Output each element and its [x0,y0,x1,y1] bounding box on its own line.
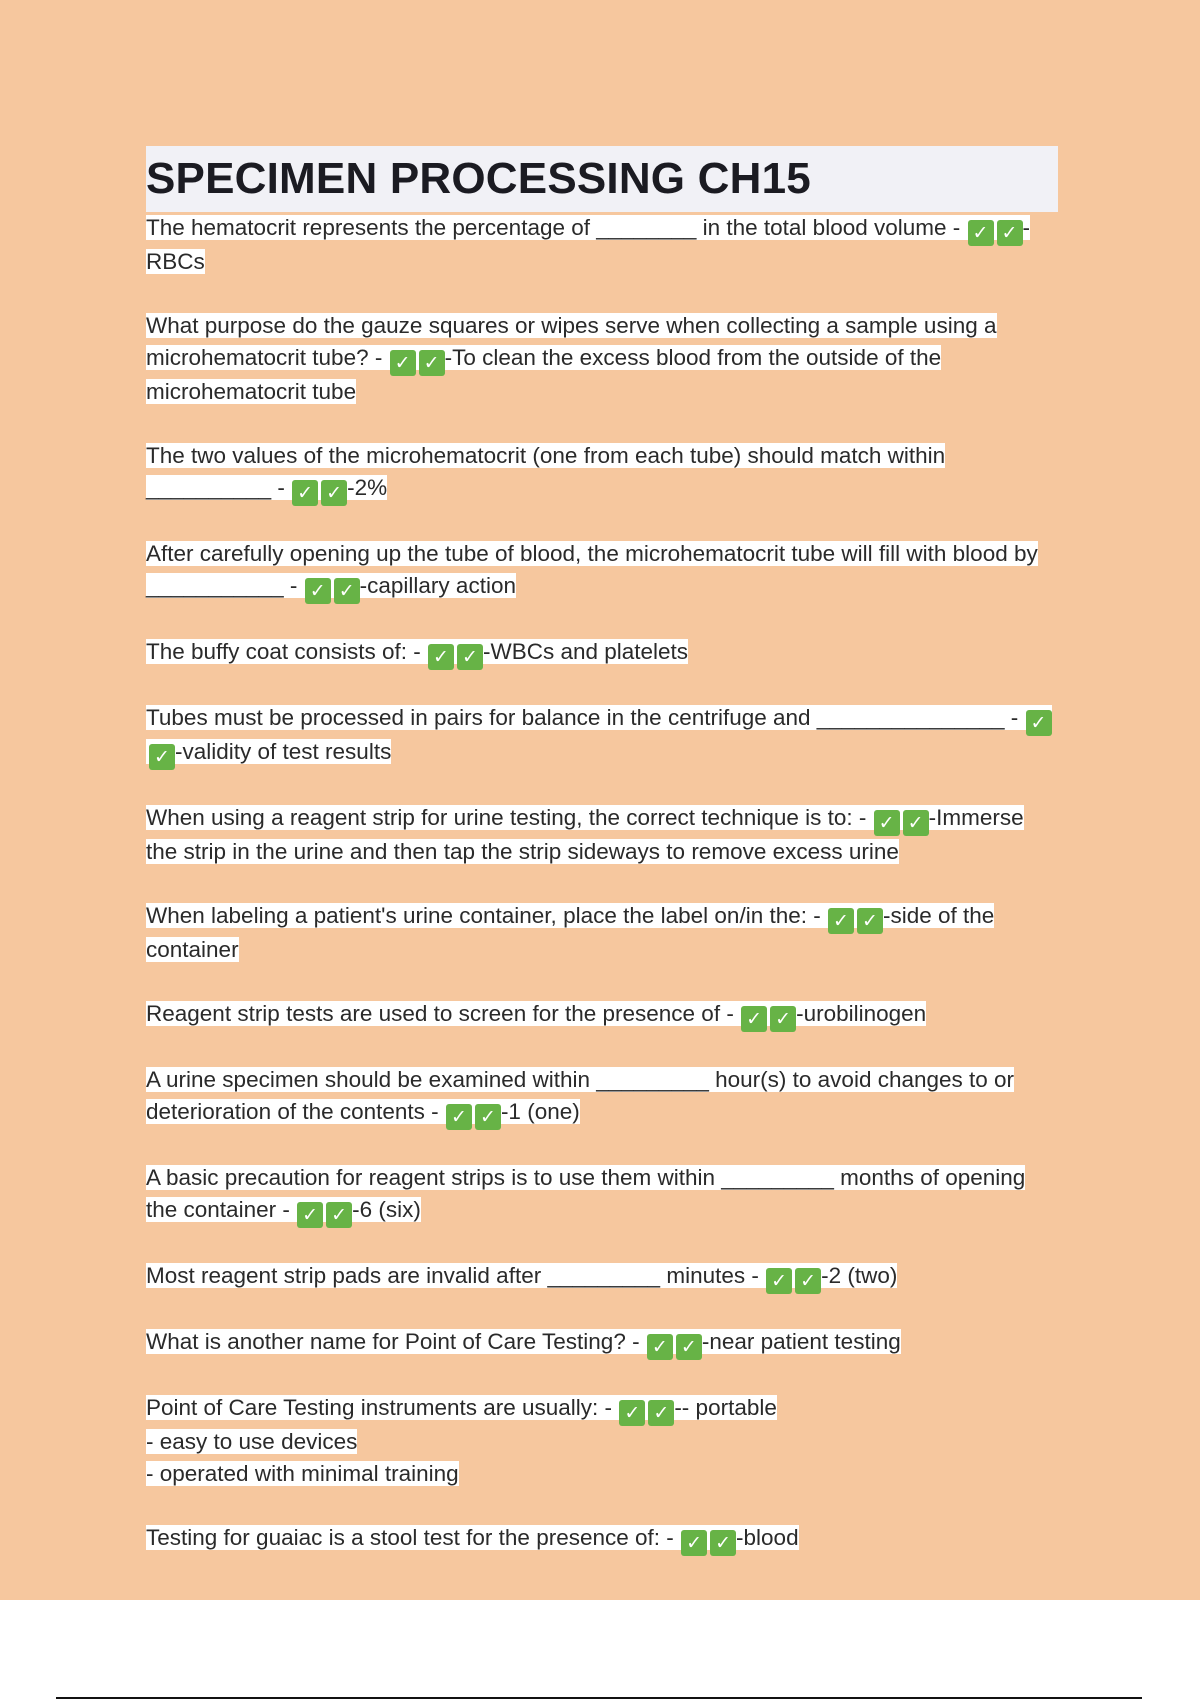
question-text: The two values of the microhematocrit (one from each tube) should match within __________ - [146,443,946,500]
qa-item [146,1260,1058,1294]
answer-text: -- portable [674,1395,777,1420]
qa-item [146,310,1058,408]
check-icon: ✓ [903,810,929,836]
answer-text: -near patient testing [701,1329,901,1354]
answer-text: -WBCs and platelets [482,639,689,664]
check-icon: ✓ [297,1202,323,1228]
qa-item [146,1522,1058,1556]
qa-item [146,1162,1058,1228]
answer-text: -side of the container [146,903,995,962]
check-icon: ✓ [619,1400,645,1426]
check-icon: ✓ [428,644,454,670]
qa-item [146,802,1058,868]
answer-text: -urobilinogen [796,1001,927,1026]
qa-item [146,702,1058,770]
answer-text: -capillary action [359,573,516,598]
answer-text: -To clean the excess blood from the outside of the microhematocrit tube [146,345,942,404]
question-text: A basic precaution for reagent strips is to use them within _________ months of opening the container - [146,1165,1026,1222]
footer-divider [56,1697,1142,1699]
answer-text: -Immerse the strip in the urine and then tap the strip sideways to remove excess urine [146,805,1024,864]
check-icon: ✓ [857,908,883,934]
question-text: Most reagent strip pads are invalid after _________ minutes - [146,1263,766,1288]
check-icon: ✓ [305,578,331,604]
check-icon: ✓ [676,1334,702,1360]
question-text: Testing for guaiac is a stool test for the presence of: - [146,1525,681,1550]
page-title: SPECIMEN PROCESSING CH15 [146,146,1058,212]
document [146,146,1058,1588]
answer-text: -RBCs [146,215,1031,274]
check-icon: ✓ [419,350,445,376]
answer-text: -2 (two) [821,1263,898,1288]
question-text: The buffy coat consists of: - [146,639,427,664]
answer-text: -validity of test results [175,739,392,764]
answer-text: -blood [736,1525,799,1550]
qa-item [146,900,1058,966]
question-text: Tubes must be processed in pairs for balance in the centrifuge and _______________ - [146,705,1025,730]
check-icon: ✓ [828,908,854,934]
check-icon: ✓ [334,578,360,604]
answer-text: -6 (six) [352,1197,421,1222]
check-icon: ✓ [390,350,416,376]
check-icon: ✓ [475,1104,501,1130]
qa-item [146,1326,1058,1360]
question-text: A urine specimen should be examined within _________ hour(s) to avoid changes to or deterioration of the contents - [146,1067,1015,1124]
check-icon: ✓ [647,1334,673,1360]
question-text: When using a reagent strip for urine testing, the correct technique is to: - [146,805,873,830]
question-text: When labeling a patient's urine container, place the label on/in the: - [146,903,827,928]
check-icon: ✓ [681,1530,707,1556]
qa-item [146,1392,1058,1490]
qa-item [146,212,1058,278]
check-icon: ✓ [1026,710,1052,736]
check-icon: ✓ [710,1530,736,1556]
question-text: What is another name for Point of Care Testing? - [146,1329,646,1354]
check-icon: ✓ [997,220,1023,246]
check-icon: ✓ [874,810,900,836]
check-icon: ✓ [795,1268,821,1294]
check-icon: ✓ [326,1202,352,1228]
qa-item [146,636,1058,670]
check-icon: ✓ [968,220,994,246]
qa-item [146,440,1058,506]
check-icon: ✓ [766,1268,792,1294]
qa-item [146,998,1058,1032]
answer-line: - easy to use devices [146,1429,358,1454]
qa-item [146,1064,1058,1130]
check-icon: ✓ [321,480,347,506]
check-icon: ✓ [446,1104,472,1130]
check-icon: ✓ [741,1006,767,1032]
question-text: The hematocrit represents the percentage of ________ in the total blood volume - [146,215,967,240]
check-icon: ✓ [457,644,483,670]
check-icon: ✓ [648,1400,674,1426]
question-text: What purpose do the gauze squares or wipes serve when collecting a sample using a microhematocrit tube? - [146,313,997,370]
answer-text: -1 (one) [500,1099,580,1124]
qa-item [146,538,1058,604]
check-icon: ✓ [292,480,318,506]
answer-line: - operated with minimal training [146,1461,459,1486]
question-text: Point of Care Testing instruments are usually: - [146,1395,619,1420]
question-text: After carefully opening up the tube of blood, the microhematocrit tube will fill with blood by ___________ - [146,541,1038,598]
check-icon: ✓ [770,1006,796,1032]
check-icon: ✓ [149,744,175,770]
question-text: Reagent strip tests are used to screen for the presence of - [146,1001,741,1026]
answer-text: -2% [347,475,388,500]
